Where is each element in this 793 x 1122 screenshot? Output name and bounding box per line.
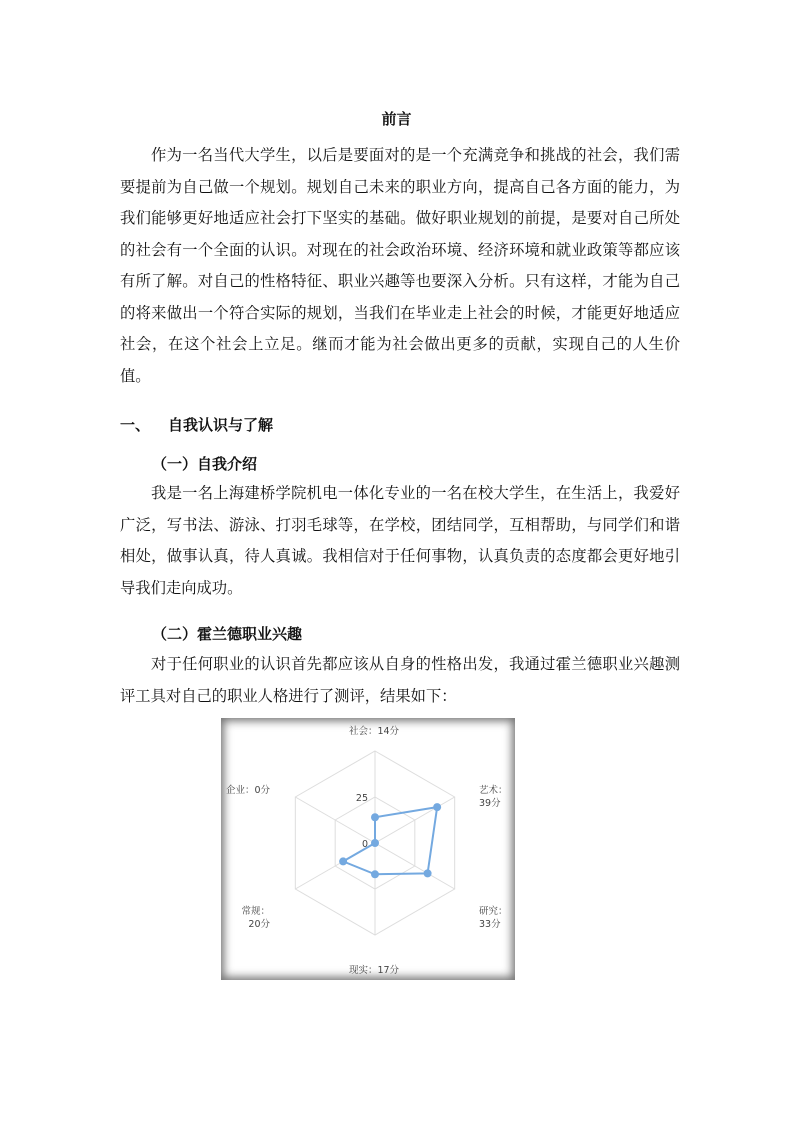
radar-chart-frame: [221, 718, 515, 980]
radar-data-point: [371, 813, 379, 821]
subsection-heading-holland: （二）霍兰德职业兴趣: [152, 625, 303, 643]
radar-data-point: [371, 839, 379, 847]
radar-tick-label: 25: [355, 793, 368, 804]
radar-axis-label: 社会：14分: [348, 726, 400, 737]
holland-paragraph: 对于任何职业的认识首先都应该从自身的性格出发，我通过霍兰德职业兴趣测评工具对自己的职业人格进行了测评，结果如下：: [120, 655, 680, 705]
section-number: 一、: [120, 416, 151, 434]
radar-data-point: [433, 803, 441, 811]
radar-axis-label: 研究： 33分: [479, 906, 508, 930]
intro-paragraph: 作为一名当代大学生，以后是要面对的是一个充满竞争和挑战的社会，我们需要提前为自己做一个规划。规划自己未来的职业方向，提高自己各方面的能力，为我们能够更好地适应社会打下坚实的基础。做好职业规划的前提，是要对自己所处的社会有一个全面的认识。对现在的社会政治环境、经济环境和就业政策等都应该有所了解。对自己的性格特征、职业兴趣等也要深入分析。只有这样，才能为自己的将来做出一个符合实际的规划，当我们在毕业走上社会的时候，才能更好地适应社会，在这个社会上立足。继而才能为社会做出更多的贡献，实现自己的人生价值。: [120, 146, 680, 385]
radar-data-point: [339, 857, 347, 865]
radar-axis-label: 企业：0分: [225, 785, 270, 796]
radar-data-point: [424, 869, 432, 877]
radar-axis-label: 现实：17分: [348, 965, 400, 976]
self-intro-paragraph: 我是一名上海建桥学院机电一体化专业的一名在校大学生，在生活上，我爱好广泛，写书法、游泳、打羽毛球等，在学校，团结同学，互相帮助，与同学们和谐相处，做事认真，待人真诚。我相信对于任何事物，认真负责的态度都会更好地引导我们走向成功。: [120, 484, 680, 597]
radar-axis-label: 艺术： 39分: [479, 785, 508, 809]
radar-tick-label: 0: [361, 839, 368, 850]
radar-data-point: [371, 870, 379, 878]
section-title: 自我认识与了解: [168, 416, 274, 434]
radar-chart: [221, 718, 515, 980]
section-heading: [120, 415, 273, 435]
subsection-heading-intro: （一）自我介绍: [152, 455, 258, 473]
page-title: 前言: [381, 110, 412, 128]
radar-axis-label: 常规： 20分: [241, 906, 270, 930]
radar-series-line: [343, 807, 437, 874]
